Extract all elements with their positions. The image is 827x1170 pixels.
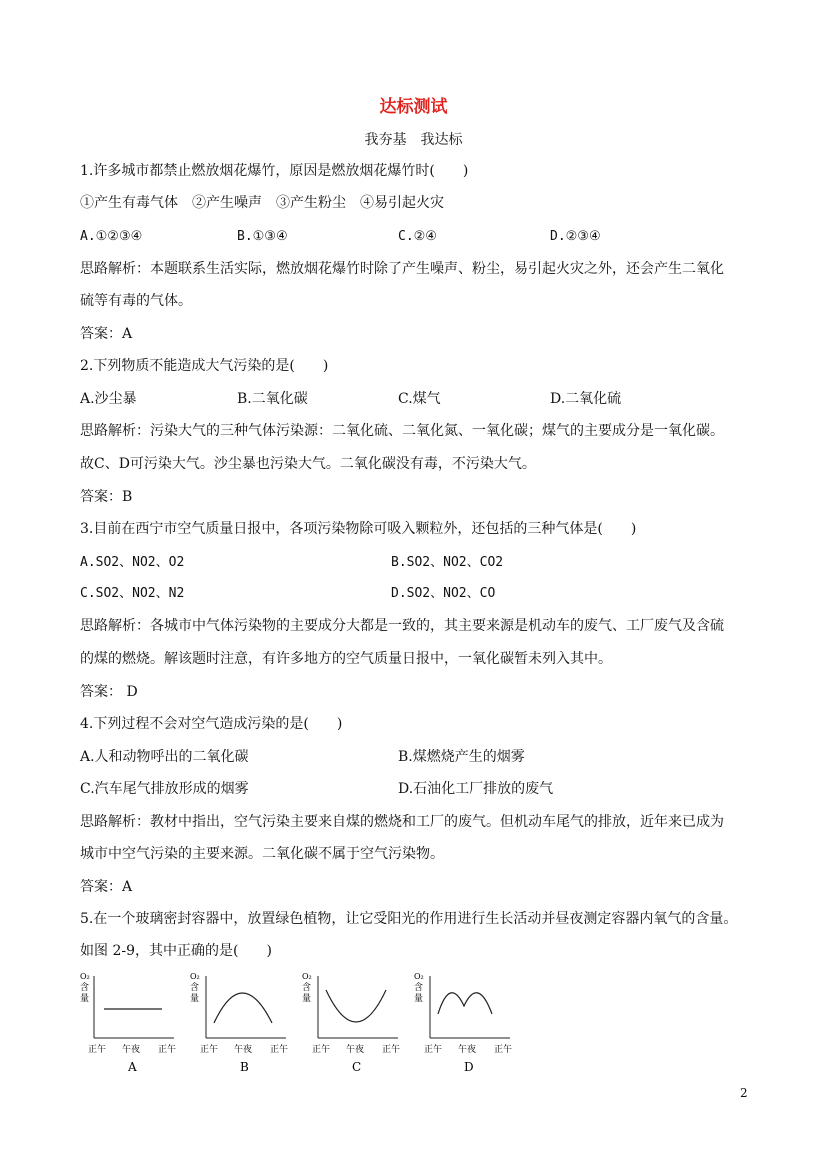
page-number: 2 xyxy=(740,1086,748,1100)
option-d: D.二氧化硫 xyxy=(550,391,622,407)
x-tick-noon-end: 正午 xyxy=(382,1045,401,1055)
question-1-analysis-line-2: 硫等有毒的气体。 xyxy=(80,293,192,309)
curve-d xyxy=(438,993,492,1014)
y-label-o2: O₂ xyxy=(414,972,424,981)
y-label-han: 含 xyxy=(190,983,200,993)
x-tick-noon-start: 正午 xyxy=(312,1045,331,1055)
y-label-o2: O₂ xyxy=(80,972,90,981)
x-tick-noon-start: 正午 xyxy=(88,1045,107,1055)
panel-label-b: B xyxy=(240,1060,249,1074)
option-a: A.①②③④ xyxy=(80,229,143,244)
option-c: C.②④ xyxy=(398,229,437,244)
option-b: B.SO2、NO2、CO2 xyxy=(391,555,504,570)
panel-label-a: A xyxy=(128,1060,137,1074)
question-2-analysis-line-1: 思路解析：污染大气的三种气体污染源：二氧化硫、二氧化氮、一氧化碳；煤气的主要成分是一氧化碳。 xyxy=(80,423,724,439)
question-1-analysis-line-1: 思路解析：本题联系生活实际，燃放烟花爆竹时除了产生噪声、粉尘，易引起火灾之外，还会产生二氧化 xyxy=(80,261,724,277)
question-3-analysis-line-1: 思路解析：各城市中气体污染物的主要成分大都是一致的，其主要来源是机动车的废气、工厂废气及含硫 xyxy=(80,618,724,634)
question-3-stem: 3.目前在西宁市空气质量日报中，各项污染物除可吸入颗粒外，还包括的三种气体是( ) xyxy=(80,521,637,537)
panel-d xyxy=(414,972,512,1074)
question-5-stem-line-1: 5.在一个玻璃密封容器中，放置绿色植物，让它受阳光的作用进行生长活动并昼夜测定容器内氧气的含量。 xyxy=(80,911,738,927)
option-a: A.人和动物呼出的二氧化碳 xyxy=(80,749,249,765)
option-d: D.石油化工厂排放的废气 xyxy=(398,781,554,797)
question-1-stem: 1.许多城市都禁止燃放烟花爆竹，原因是燃放烟花爆竹时( ) xyxy=(80,163,469,179)
question-2-analysis-line-2: 故C、D可污染大气。沙尘暴也污染大气。二氧化碳没有毒，不污染大气。 xyxy=(80,456,536,472)
y-label-han: 含 xyxy=(302,983,312,993)
option-a: A.沙尘暴 xyxy=(80,391,137,407)
panel-a xyxy=(80,972,176,1074)
panel-b xyxy=(190,972,288,1074)
oxygen-content-figure xyxy=(72,968,532,1082)
y-label-han: 含 xyxy=(414,983,424,993)
x-tick-noon-end: 正午 xyxy=(494,1045,513,1055)
x-tick-noon-end: 正午 xyxy=(270,1045,289,1055)
x-tick-midnight: 午夜 xyxy=(122,1045,141,1055)
x-tick-midnight: 午夜 xyxy=(458,1045,477,1055)
option-c: C.煤气 xyxy=(398,391,441,407)
question-4-stem: 4.下列过程不会对空气造成污染的是( ) xyxy=(80,716,343,732)
question-2-stem: 2.下列物质不能造成大气污染的是( ) xyxy=(80,358,329,374)
x-tick-noon-end: 正午 xyxy=(158,1045,177,1055)
question-1-answer: 答案：A xyxy=(80,326,133,342)
question-1-statements: ①产生有毒气体 ②产生噪声 ③产生粉尘 ④易引起火灾 xyxy=(80,195,444,211)
question-4-analysis-line-2: 城市中空气污染的主要来源。二氧化碳不属于空气污染物。 xyxy=(80,846,444,862)
y-label-o2: O₂ xyxy=(190,972,200,981)
option-b: B.二氧化碳 xyxy=(237,391,308,407)
y-label-liang: 量 xyxy=(302,994,312,1004)
question-3-answer: 答案： D xyxy=(80,684,138,700)
option-a: A.SO2、NO2、O2 xyxy=(80,555,185,570)
page-title: 达标测试 xyxy=(379,97,448,117)
y-label-liang: 量 xyxy=(190,994,200,1004)
panel-c xyxy=(302,972,400,1074)
curve-c xyxy=(326,990,386,1022)
x-tick-noon-start: 正午 xyxy=(200,1045,219,1055)
curve-b xyxy=(214,993,272,1023)
option-b: B.①③④ xyxy=(237,229,288,244)
option-d: D.②③④ xyxy=(550,229,601,244)
x-tick-midnight: 午夜 xyxy=(346,1045,365,1055)
option-b: B.煤燃烧产生的烟雾 xyxy=(398,749,525,765)
option-d: D.SO2、NO2、CO xyxy=(391,586,496,601)
option-c: C.汽车尾气排放形成的烟雾 xyxy=(80,781,249,797)
option-c: C.SO2、NO2、N2 xyxy=(80,586,185,601)
page-subtitle: 我夯基 我达标 xyxy=(364,132,463,148)
y-label-liang: 量 xyxy=(414,994,424,1004)
panel-label-d: D xyxy=(464,1060,474,1074)
question-4-analysis-line-1: 思路解析：教材中指出，空气污染主要来自煤的燃烧和工厂的废气。但机动车尾气的排放，近年来已成为 xyxy=(80,814,724,830)
y-label-han: 含 xyxy=(80,983,90,993)
x-tick-noon-start: 正午 xyxy=(424,1045,443,1055)
question-4-answer: 答案：A xyxy=(80,879,133,895)
question-3-analysis-line-2: 的煤的燃烧。解该题时注意，有许多地方的空气质量日报中，一氧化碳暂未列入其中。 xyxy=(80,651,612,667)
question-5-stem-line-2: 如图 2-9，其中正确的是( ) xyxy=(80,943,272,959)
x-tick-midnight: 午夜 xyxy=(234,1045,253,1055)
y-label-liang: 量 xyxy=(80,994,90,1004)
panel-label-c: C xyxy=(352,1060,362,1074)
y-label-o2: O₂ xyxy=(302,972,312,981)
question-2-answer: 答案：B xyxy=(80,489,133,505)
